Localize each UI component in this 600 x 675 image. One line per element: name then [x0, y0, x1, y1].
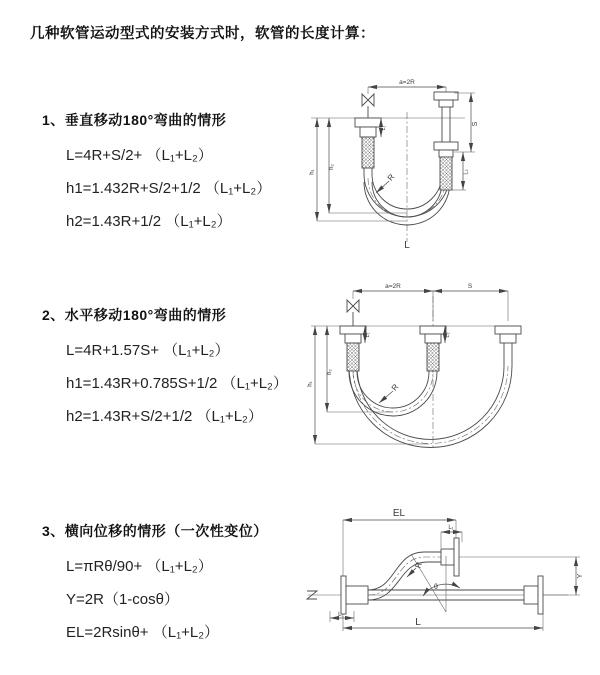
svg-text:L₂: L₂	[338, 612, 344, 618]
dim-l2	[330, 611, 354, 622]
formula-h2: h2=1.43R+1/2 （L₁+L₂）	[66, 213, 232, 230]
svg-text:L₂: L₂	[445, 332, 451, 338]
svg-text:R: R	[389, 382, 401, 393]
left-braid-section	[347, 343, 359, 371]
dim-a2r	[353, 283, 433, 321]
svg-text:EL: EL	[392, 508, 406, 519]
svg-text:S: S	[467, 283, 473, 290]
section-lateral-displacement	[42, 521, 268, 654]
valve-symbol	[362, 94, 374, 118]
formula-h1: h1=1.43R+0.785S+1/2 （L₁+L₂）	[66, 375, 288, 392]
label-theta: θ	[434, 584, 438, 591]
svg-text:L₂: L₂	[463, 169, 470, 175]
diagram-vertical-180-bend	[303, 72, 553, 257]
svg-text:R: R	[385, 172, 397, 183]
dim-l2	[452, 152, 470, 190]
svg-text:L: L	[415, 617, 421, 628]
right-braid-section	[440, 157, 452, 190]
diagram-lateral-displacement	[296, 498, 596, 653]
label-L: L	[404, 240, 410, 251]
svg-text:L₁: L₁	[381, 125, 387, 131]
svg-text:R: R	[413, 560, 424, 570]
middle-braid-section	[427, 343, 439, 371]
svg-text:a=2R: a=2R	[399, 79, 415, 86]
dim-l	[343, 614, 543, 631]
svg-text:S: S	[472, 121, 479, 127]
svg-text:L₁: L₁	[448, 525, 454, 531]
left-end-fitting	[355, 118, 381, 137]
svg-text:a=2R: a=2R	[385, 283, 401, 290]
left-braid-section	[362, 137, 374, 168]
section-2-heading: 2、水平移动180°弯曲的情形	[42, 307, 227, 323]
formula-L: L=4R+S/2+ （L₁+L₂）	[66, 147, 213, 164]
dim-l1	[381, 118, 387, 137]
section-horizontal-bend	[42, 305, 288, 438]
diagram-horizontal-180-bend	[303, 276, 553, 456]
section-1-heading: 1、垂直移动180°弯曲的情形	[42, 112, 227, 128]
formula-L: L=πRθ/90+ （L₁+L₂）	[66, 558, 213, 575]
hose-displaced-position	[368, 552, 441, 600]
page-title: 几种软管运动型式的安装方式时，软管的长度计算：	[30, 26, 375, 42]
section-3-heading: 3、横向位移的情形（一次性变位）	[42, 523, 268, 539]
section-3-formulas	[66, 555, 268, 642]
section-2-formulas	[66, 339, 288, 426]
right-flange	[524, 576, 543, 614]
right-end-fitting	[434, 92, 458, 157]
svg-text:h₂: h₂	[329, 164, 335, 170]
left-end-fitting	[340, 326, 366, 343]
dim-h1	[308, 326, 430, 444]
middle-end-fitting	[420, 326, 446, 343]
left-flange	[341, 576, 368, 614]
radius-callout	[376, 172, 397, 193]
right-end-fitting	[495, 326, 521, 343]
formula-EL: EL=2Rsinθ+ （L₁+L₂）	[66, 624, 220, 641]
section-vertical-bend	[42, 110, 271, 243]
svg-text:Y: Y	[577, 573, 584, 579]
formula-h2: h2=1.43R+S/2+1/2 （L₁+L₂）	[66, 408, 263, 425]
upper-flange	[441, 538, 459, 576]
radius-callout	[379, 382, 401, 403]
section-1-formulas	[66, 144, 271, 231]
dim-s	[433, 283, 508, 321]
svg-text:L₁: L₁	[365, 332, 371, 338]
formula-h1: h1=1.432R+S/2+1/2 （L₁+L₂）	[66, 180, 272, 197]
formula-Y: Y=2R（1-cosθ）	[66, 591, 179, 608]
dim-y	[459, 557, 584, 595]
svg-text:h₂: h₂	[327, 369, 333, 375]
svg-text:h₁: h₁	[309, 169, 316, 175]
valve-symbol	[347, 300, 359, 326]
formula-L: L=4R+1.57S+ （L₁+L₂）	[66, 342, 230, 359]
svg-text:h₁: h₁	[307, 381, 314, 387]
